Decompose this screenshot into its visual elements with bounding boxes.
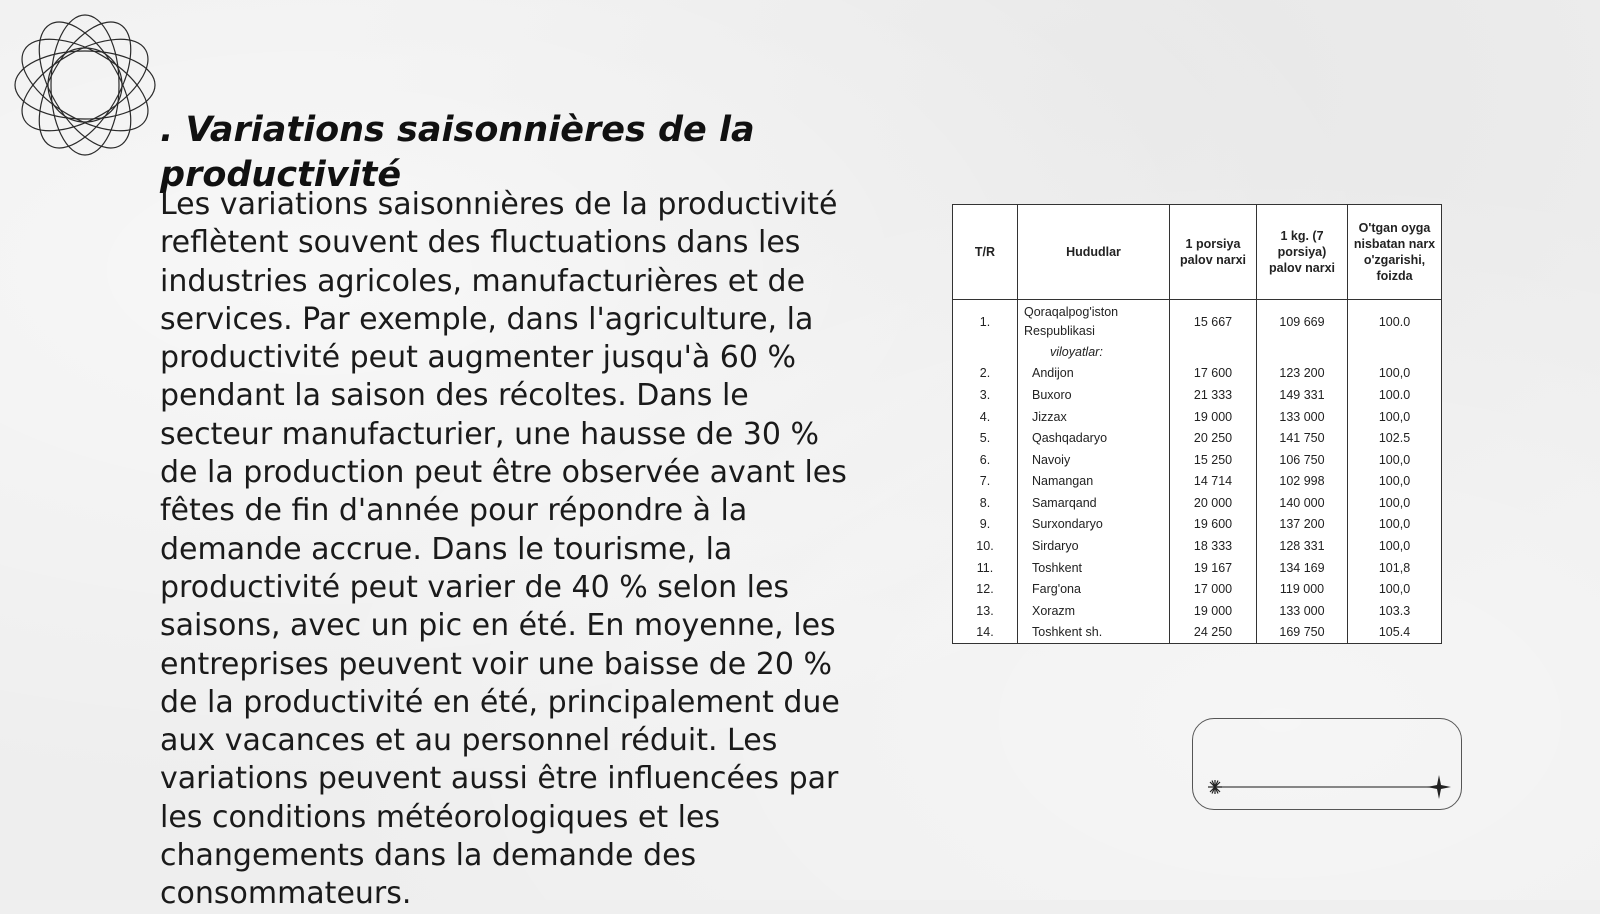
- row-region: Toshkent: [1018, 557, 1170, 579]
- table-row: [953, 492, 1442, 514]
- table-row: [953, 557, 1442, 579]
- row-kg-price: 123 200: [1257, 363, 1348, 385]
- row-kg-price: 133 000: [1257, 600, 1348, 622]
- table-row: [953, 363, 1442, 385]
- header-price-change: O'tgan oyga nisbatan narx o'zgarishi, foizda: [1348, 205, 1442, 300]
- region-name-line2: Respublikasi: [1024, 324, 1095, 339]
- row-kg-price: 141 750: [1257, 427, 1348, 449]
- slider-decoration: [1192, 718, 1462, 810]
- row-kg-price: 137 200: [1257, 514, 1348, 536]
- row-kg-price: 128 331: [1257, 535, 1348, 557]
- row-number: 4.: [953, 406, 1018, 428]
- row-price-change: 100,0: [1348, 406, 1442, 428]
- row-portion-price: 19 167: [1170, 557, 1257, 579]
- row-number: 2.: [953, 363, 1018, 385]
- row-price-change: 100,0: [1348, 470, 1442, 492]
- row-portion-price: 18 333: [1170, 535, 1257, 557]
- row-kg-price: 102 998: [1257, 470, 1348, 492]
- sparkle-icon: [1208, 780, 1222, 794]
- row-region: Navoiy: [1018, 449, 1170, 471]
- row-portion-price: 14 714: [1170, 470, 1257, 492]
- row-price-change: 103.3: [1348, 600, 1442, 622]
- row-number: 8.: [953, 492, 1018, 514]
- star-icon: [1427, 775, 1451, 799]
- row-portion-price: 19 000: [1170, 600, 1257, 622]
- table-row: [953, 470, 1442, 492]
- circular-knot-ornament-icon: [10, 10, 160, 160]
- row-number: 9.: [953, 514, 1018, 536]
- row-price-change: 101,8: [1348, 557, 1442, 579]
- row-number: 6.: [953, 449, 1018, 471]
- row-number: 14.: [953, 621, 1018, 643]
- price-table: [952, 204, 1442, 644]
- row-number: 10.: [953, 535, 1018, 557]
- row-kg-price: 169 750: [1257, 621, 1348, 643]
- row-region: Xorazm: [1018, 600, 1170, 622]
- row-kg-price: 109 669: [1257, 300, 1348, 342]
- row-portion-price: 17 600: [1170, 363, 1257, 385]
- table-row: [953, 600, 1442, 622]
- row-price-change: 100,0: [1348, 492, 1442, 514]
- row-region: Jizzax: [1018, 406, 1170, 428]
- row-portion-price: 15 250: [1170, 449, 1257, 471]
- row-region: Buxoro: [1018, 384, 1170, 406]
- row-region: Farg'ona: [1018, 578, 1170, 600]
- row-region: Toshkent sh.: [1018, 621, 1170, 643]
- row-kg-price: 119 000: [1257, 578, 1348, 600]
- row-portion-price: 21 333: [1170, 384, 1257, 406]
- table-row: [953, 427, 1442, 449]
- table-row: [953, 384, 1442, 406]
- row-portion-price: 20 000: [1170, 492, 1257, 514]
- row-portion-price: 17 000: [1170, 578, 1257, 600]
- row-region: Sirdaryo: [1018, 535, 1170, 557]
- row-price-change: 100.0: [1348, 300, 1442, 342]
- row-kg-price: 106 750: [1257, 449, 1348, 471]
- row-number: 1.: [953, 300, 1018, 342]
- row-portion-price: 20 250: [1170, 427, 1257, 449]
- header-region: Hududlar: [1018, 205, 1170, 300]
- row-kg-price: 140 000: [1257, 492, 1348, 514]
- header-tr: T/R: [953, 205, 1018, 300]
- row-portion-price: 19 600: [1170, 514, 1257, 536]
- row-region: Namangan: [1018, 470, 1170, 492]
- table-row: [953, 514, 1442, 536]
- slide-title: . Variations saisonnières de la productivité: [160, 110, 755, 195]
- table-row: [953, 578, 1442, 600]
- table-row: [953, 621, 1442, 643]
- slider-track: [1193, 719, 1463, 811]
- row-number: 3.: [953, 384, 1018, 406]
- row-price-change: 100,0: [1348, 363, 1442, 385]
- row-number: 11.: [953, 557, 1018, 579]
- row-price-change: 100.0: [1348, 384, 1442, 406]
- row-portion-price: 24 250: [1170, 621, 1257, 643]
- table-row: [953, 300, 1442, 342]
- row-price-change: 100,0: [1348, 578, 1442, 600]
- region-name-line1: Qoraqalpog'iston: [1024, 305, 1119, 320]
- row-price-change: 100,0: [1348, 514, 1442, 536]
- row-number: 12.: [953, 578, 1018, 600]
- region-rows: [953, 363, 1442, 644]
- row-region: [1018, 300, 1170, 342]
- row-portion-price: 15 667: [1170, 300, 1257, 342]
- subheader-viloyatlar: viloyatlar:: [1018, 341, 1170, 363]
- row-number: 5.: [953, 427, 1018, 449]
- row-region: Qashqadaryo: [1018, 427, 1170, 449]
- row-number: 13.: [953, 600, 1018, 622]
- row-region: Surxondaryo: [1018, 514, 1170, 536]
- header-portion-price: 1 porsiya palov narxi: [1170, 205, 1257, 300]
- table-row: [953, 449, 1442, 471]
- table-row: [953, 535, 1442, 557]
- table-header-row: [953, 205, 1442, 300]
- row-price-change: 100,0: [1348, 449, 1442, 471]
- row-price-change: 105.4: [1348, 621, 1442, 643]
- header-kg-price: 1 kg. (7 porsiya) palov narxi: [1257, 205, 1348, 300]
- row-kg-price: 149 331: [1257, 384, 1348, 406]
- row-kg-price: 134 169: [1257, 557, 1348, 579]
- row-kg-price: 133 000: [1257, 406, 1348, 428]
- price-table-image: [952, 204, 1442, 644]
- row-price-change: 102.5: [1348, 427, 1442, 449]
- body-paragraph: Les variations saisonnières de la productivité reflètent souvent des fluctuations dans les industries agricoles, manufacturières et de services. Par exemple, dans l'agriculture, la productivité peut augmenter jusqu'à 60 % pendant la saison des récoltes. Dans le secteur manufacturier, une hausse de 30 % de la production peut être observée avant les fêtes de fin d'année pour répondre à la demande accrue. Dans le tourisme, la productivité peut varier de 40 % selon les saisons, avec un pic en été. En moyenne, les entreprises peuvent voir une baisse de 20 % de la productivité en été, principalement due aux vacances et au personnel réduit. Les variations peuvent aussi être influencées par les conditions météorologiques et les changements dans la demande des consommateurs.: [160, 187, 847, 912]
- row-price-change: 100,0: [1348, 535, 1442, 557]
- row-number: 7.: [953, 470, 1018, 492]
- row-portion-price: 19 000: [1170, 406, 1257, 428]
- table-subheader-row: [953, 341, 1442, 363]
- row-region: Andijon: [1018, 363, 1170, 385]
- table-row: [953, 406, 1442, 428]
- row-region: Samarqand: [1018, 492, 1170, 514]
